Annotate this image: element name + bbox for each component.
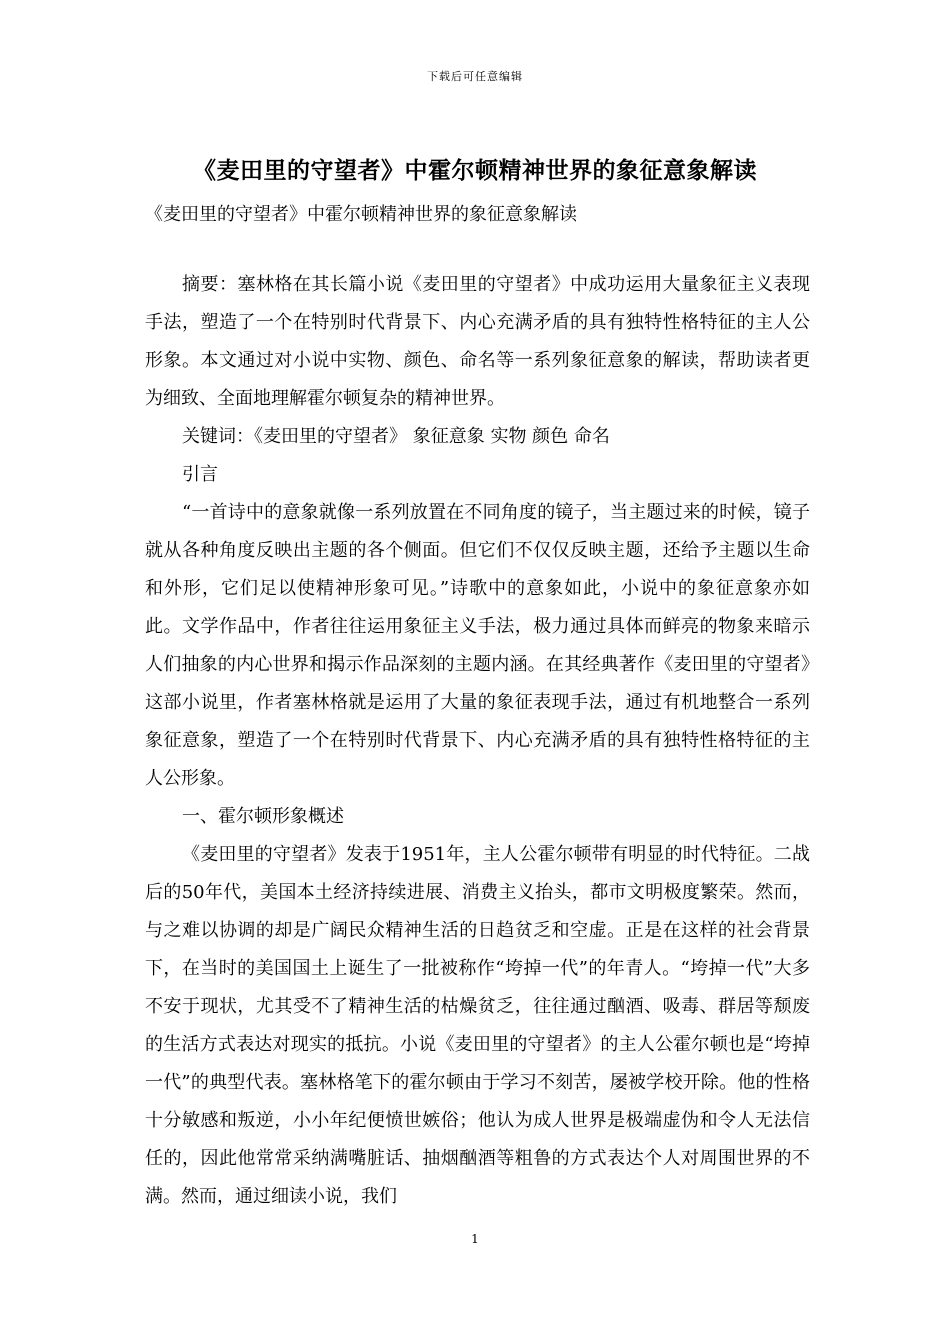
section-heading-intro: 引言 [182,464,218,485]
header-note: 下载后可任意编辑 [427,70,523,83]
keywords-paragraph: 关键词：《麦田里的守望者》 象征意象 实物 颜色 命名 [182,426,610,447]
section-heading-1: 一、霍尔顿形象概述 [182,806,344,827]
page-number: 1 [471,1232,479,1246]
document-body [145,266,810,1216]
document-subtitle: 《麦田里的守望者》中霍尔顿精神世界的象征意象解读 [145,204,577,225]
section-1-paragraph: 《麦田里的守望者》发表于1951年，主人公霍尔顿带有明显的时代特征。二战后的50年代，美国本土经济持续进展、消费主义抬头，都市文明极度繁荣。然而，与之难以协调的却是广阔民众精神生活的日趋贫乏和空虚。正是在这样的社会背景下，在当时的美国国土上诞生了一批被称作“垮掉一代”的年青人。“垮掉一代”大多不安于现状，尤其受不了精神生活的枯燥贫乏，往往通过酗酒、吸毒、群居等颓废的生活方式表达对现实的抵抗。小说《麦田里的守望者》的主人公霍尔顿也是“垮掉一代”的典型代表。塞林格笔下的霍尔顿由于学习不刻苦，屡被学校开除。他的性格十分敏感和叛逆，小小年纪便愤世嫉俗；他认为成人世界是极端虚伪和令人无法信任的，因此他常常采纳满嘴脏话、抽烟酗酒等粗鲁的方式表达个人对周围世界的不满。然而，通过细读小说，我们 [145,844,810,1207]
document-title: 《麦田里的守望者》中霍尔顿精神世界的象征意象解读 [193,157,757,184]
abstract-paragraph: 摘要：塞林格在其长篇小说《麦田里的守望者》中成功运用大量象征主义表现手法，塑造了一个在特别时代背景下、内心充满矛盾的具有独特性格特征的主人公形象。本文通过对小说中实物、颜色、命名等一系列象征意象的解读，帮助读者更为细致、全面地理解霍尔顿复杂的精神世界。 [145,274,810,409]
intro-paragraph: “一首诗中的意象就像一系列放置在不同角度的镜子，当主题过来的时候，镜子就从各种角度反映出主题的各个侧面。但它们不仅仅反映主题，还给予主题以生命和外形，它们足以使精神形象可见。”诗歌中的意象如此，小说中的象征意象亦如此。文学作品中，作者往往运用象征主义手法，极力通过具体而鲜亮的物象来暗示人们抽象的内心世界和揭示作品深刻的主题内涵。在其经典著作《麦田里的守望者》这部小说里，作者塞林格就是运用了大量的象征表现手法，通过有机地整合一系列象征意象，塑造了一个在特别时代背景下、内心充满矛盾的具有独特性格特征的主人公形象。 [145,502,810,789]
